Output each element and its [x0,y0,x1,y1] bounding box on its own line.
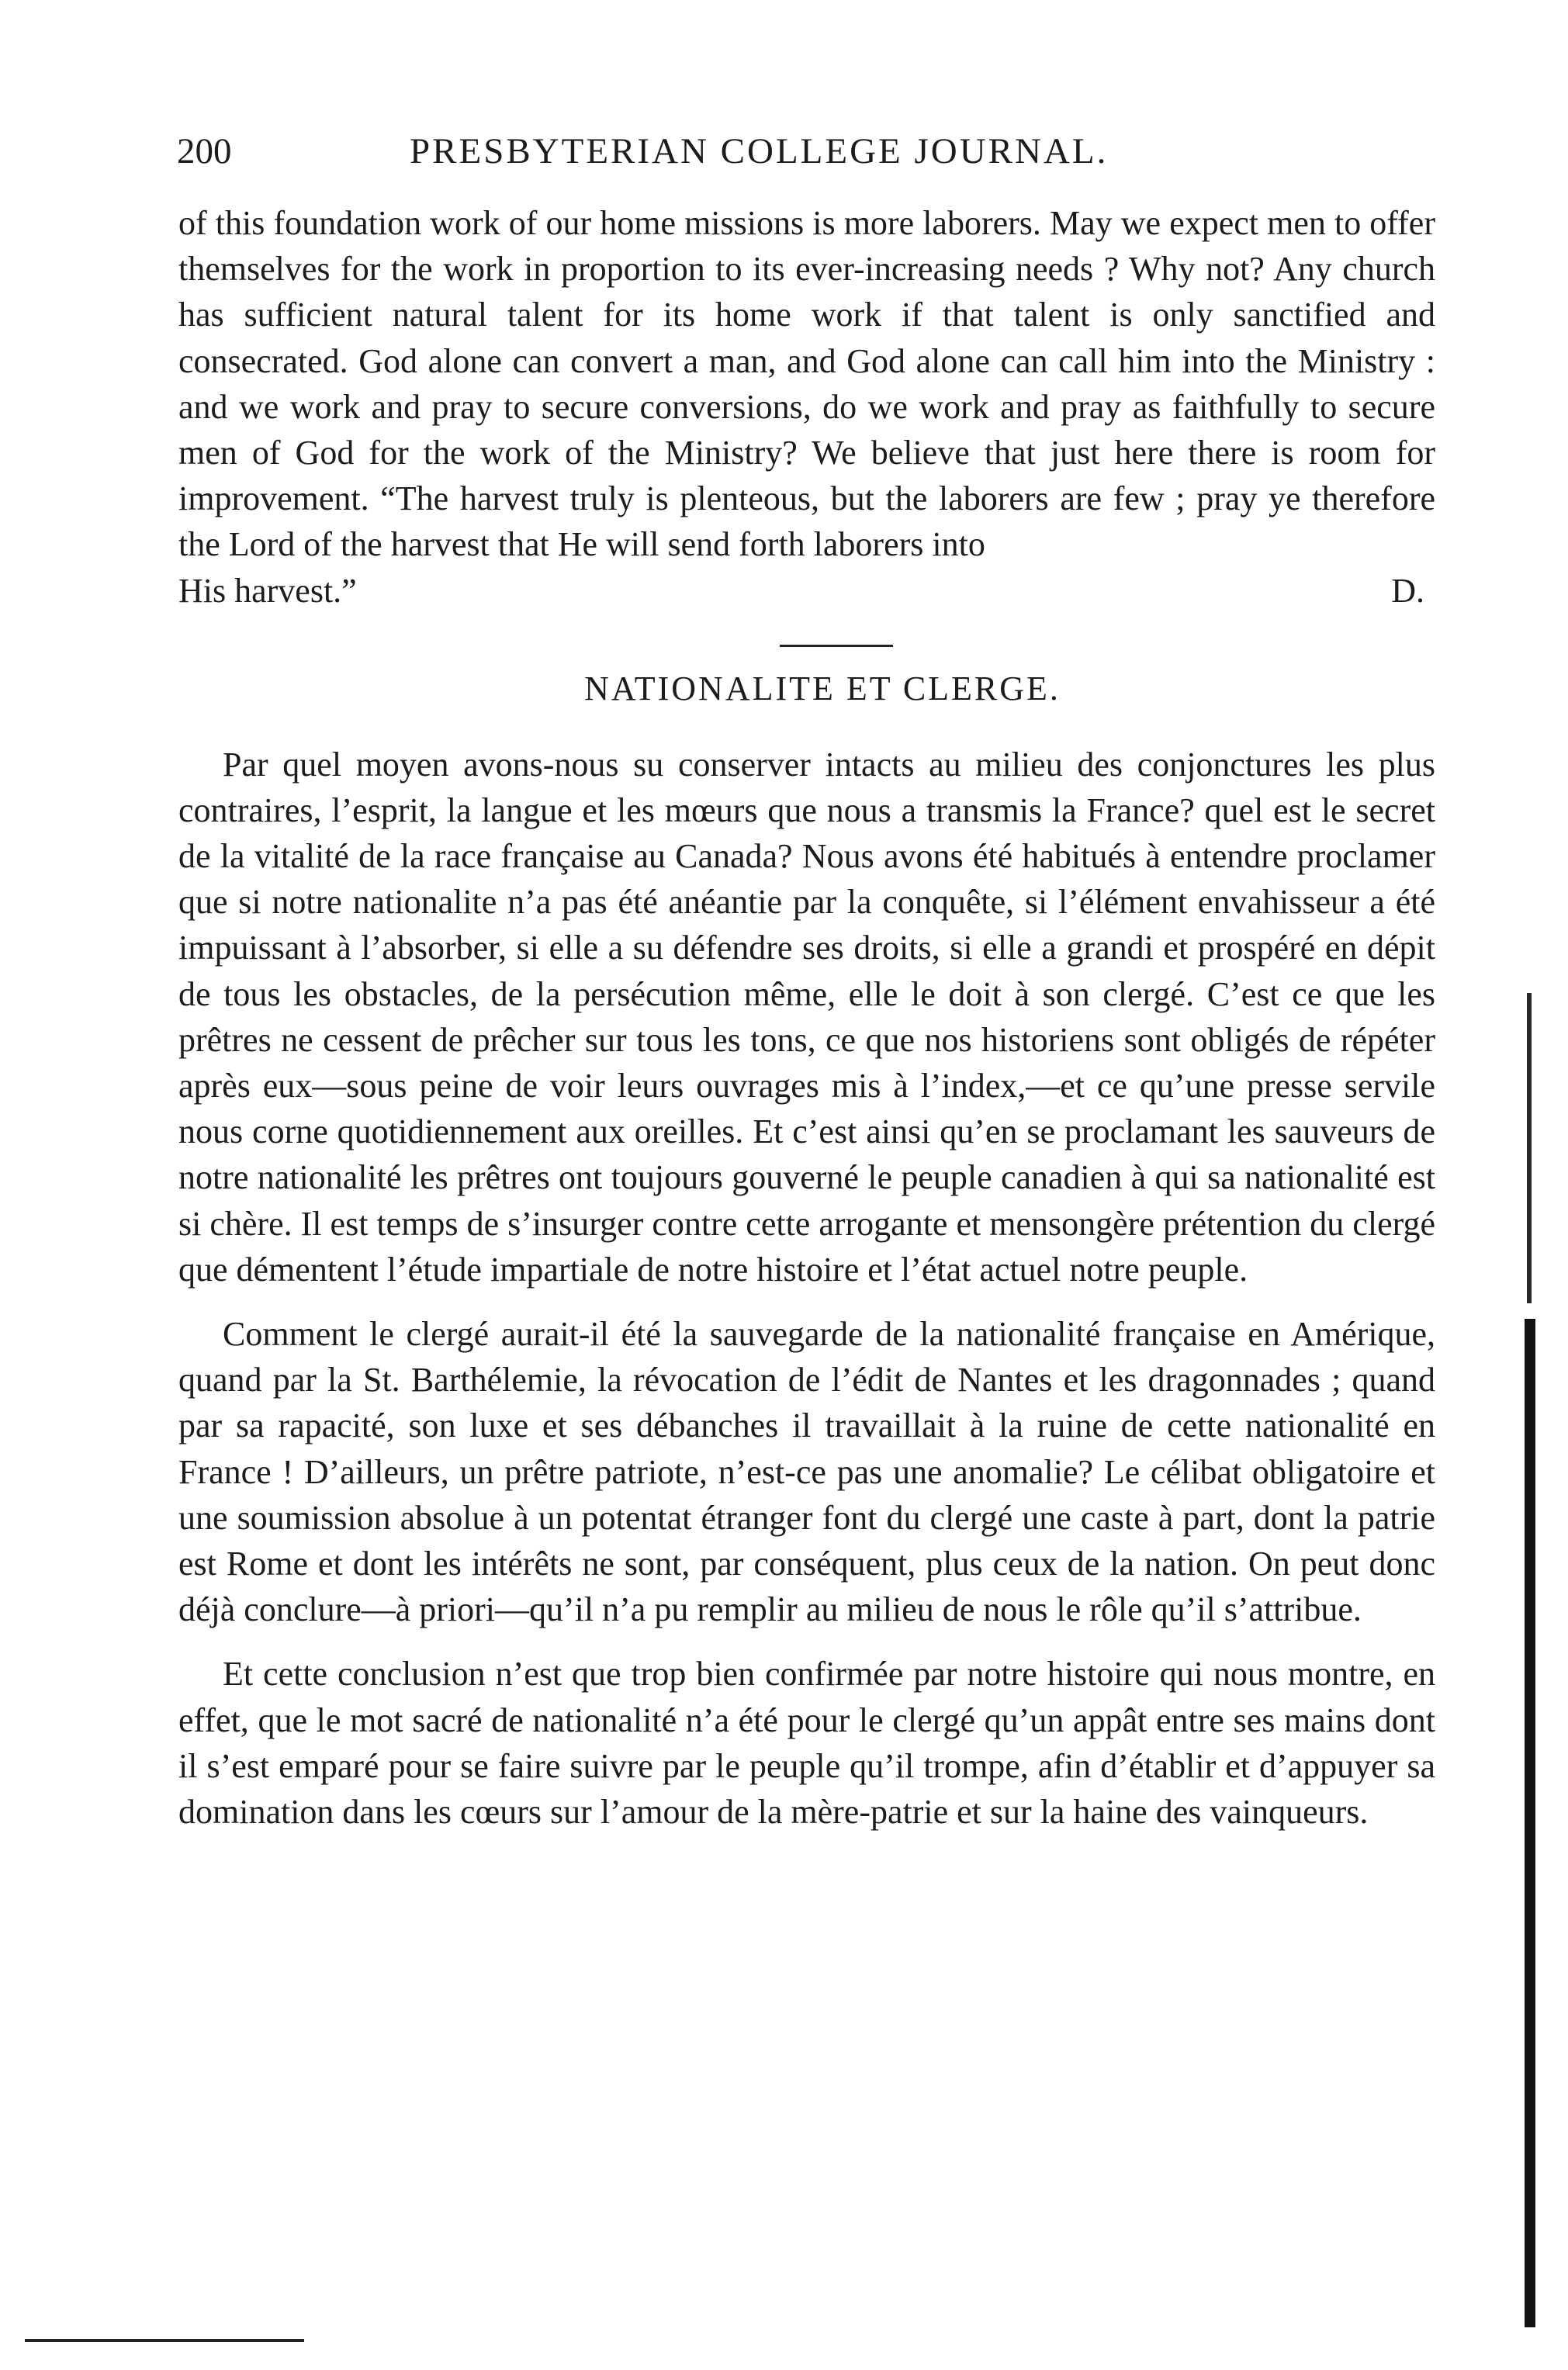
page-header [177,128,1434,182]
page-number: 200 [177,131,232,171]
footer-rule [25,2339,304,2342]
running-head: PRESBYTERIAN COLLEGE JOURNAL. [410,131,1109,171]
intro-paragraph: of this foundation work of our home missions is more laborers. May we expect men to offer themselves for the work in proportion to its ever-increasing needs ? Why not? Any church has sufficient natural talent for its home work if that talent is only sanctified and consecrated. God alone can convert a man, and God alone can call him into the Ministry : and we work and pray to secure conversions, do we work and pray as faithfully to secure men of God for the work of the Ministry? We believe that just here there is room for improvement. “The harvest truly is plenteous, but the laborers are few ; pray ye therefore the Lord of the harvest that He will send forth laborers into [178,204,1435,564]
article-paragraph-3: Et cette conclusion n’est que trop bien confirmée par notre histoire qui nous montre, en effet, que le mot sacré de nationalité n’a été pour le clergé qu’un appât entre ses mains dont il s’est emparé pour se faire suivre par le peuple qu’il trompe, afin d’établir et d’appuyer sa domination dans les cœurs sur l’amour de la mère-patrie et sur la haine des vainqueurs. [178,1655,1435,1832]
author-signature: D. [1391,571,1424,610]
article-title: NATIONALITE ET CLERGE. [584,669,1061,708]
article-paragraph-2: Comment le clergé aurait-il été la sauvegarde de la nationalité française en Amérique, quand par la St. Barthélemie, la révocation de l’édit de Nantes et les dragonnades ; quand par sa rapacité, son luxe et ses débanches il travaillait à la ruine de cette nationalité en France ! D’ailleurs, un prêtre patriote, n’est-ce pas une anomalie? Le célibat obligatoire et une soumission absolue à un potentat étranger font du clergé une caste à part, dont la patrie est Rome et dont les intérêts ne sont, par conséquent, plus ceux de la nation. On peut donc déjà conclure—à priori—qu’il n’a pu remplir au milieu de nous le rôle qu’il s’attribue. [178,1315,1435,1629]
page-body [178,200,1435,1835]
intro-signoff [178,568,1435,614]
section-divider [780,645,893,647]
scan-edge-bar [1525,1319,1535,2327]
scan-edge-mark [1527,993,1532,1303]
article-paragraph-1: Par quel moyen avons-nous su conserver intacts au milieu des conjonctures les plus contraires, l’esprit, la langue et les mœurs que nous a transmis la France? quel est le secret de la vitalité de la race française au Canada? Nous avons été habitués à entendre proclamer que si notre nationalite n’a pas été anéantie par la conquête, si l’élément envahisseur a été impuissant à l’absorber, si elle a su défendre ses droits, si elle a grandi et prospéré en dépit de tous les obstacles, de la persécution même, elle le doit à son clergé. C’est ce que les prêtres ne cessent de prêcher sur tous les tons, ce que nos historiens sont obligés de répéter après eux—sous peine de voir leurs ouvrages mis à l’index,—et ce qu’une presse servile nous corne quotidiennement aux oreilles. Et c’est ainsi qu’en se proclamant les sauveurs de notre nationalité les prêtres ont toujours gouverné le peuple canadien à qui sa nationalité est si chère. Il est temps de s’insurger contre cette arrogante et mensongère prétention du clergé que démentent l’étude impartiale de notre histoire et l’état actuel notre peuple. [178,745,1435,1289]
intro-last-line: His harvest.” [178,571,357,610]
